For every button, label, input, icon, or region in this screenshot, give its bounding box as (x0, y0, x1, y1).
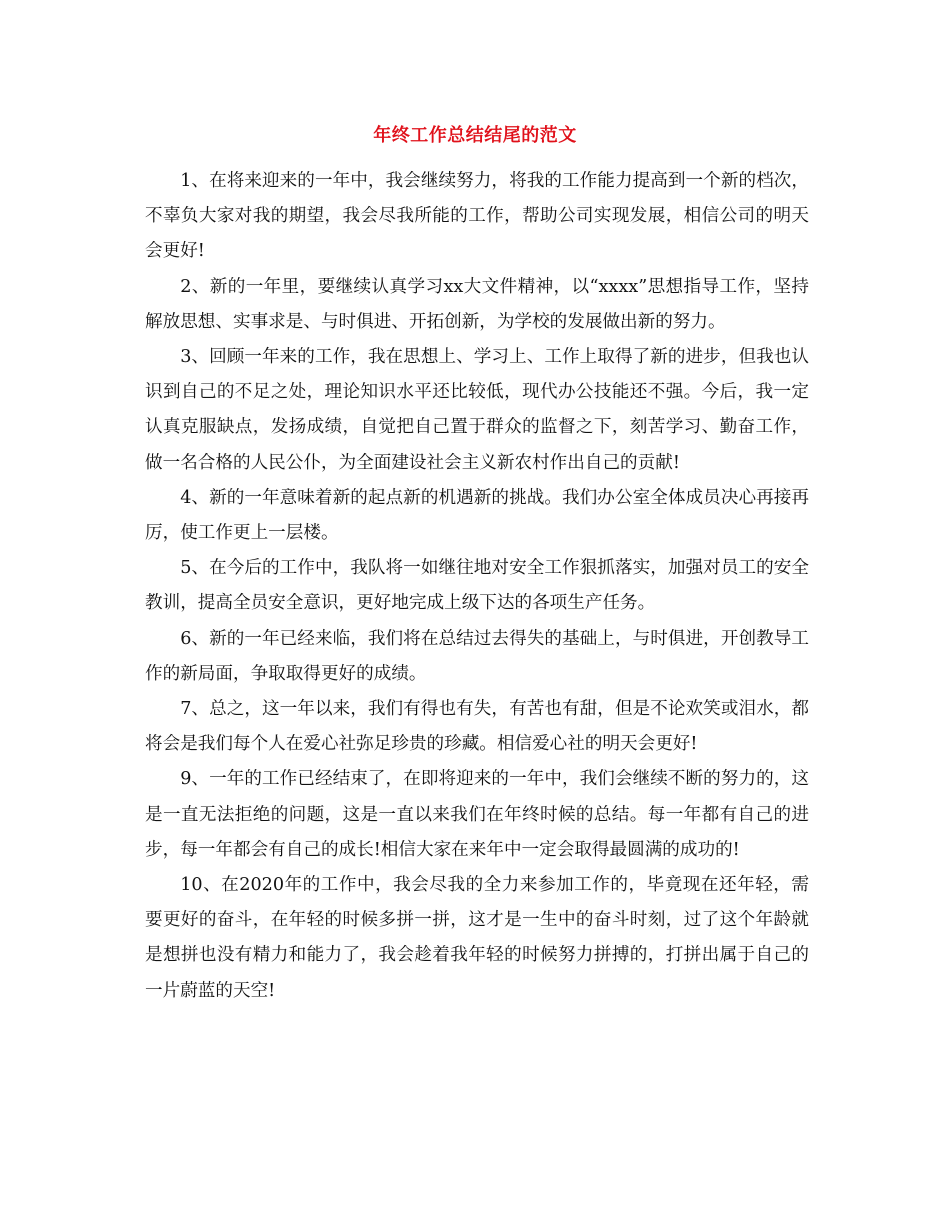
paragraph-7: 7、总之，这一年以来，我们有得也有失，有苦也有甜，但是不论欢笑或泪水，都将会是我们每个人在爱心社弥足珍贵的珍藏。相信爱心社的明天会更好! (145, 699, 809, 755)
paragraph-2: 2、新的一年里，要继续认真学习xx大文件精神，以“xxxx”思想指导工作，坚持解放思想、实事求是、与时俱进、开拓创新，为学校的发展做出新的努力。 (145, 276, 809, 332)
document-title: 年终工作总结结尾的范文 (373, 125, 577, 146)
paragraph-3: 3、回顾一年来的工作，我在思想上、学习上、工作上取得了新的进步，但我也认识到自己的不足之处，理论知识水平还比较低，现代办公技能还不强。今后，我一定认真克服缺点，发扬成绩，自觉把自己置于群众的监督之下，刻苦学习、勤奋工作，做一名合格的人民公仆，为全面建设社会主义新农村作出自己的贡献! (145, 347, 809, 473)
paragraph-6: 6、新的一年已经来临，我们将在总结过去得失的基础上，与时俱进，开创教导工作的新局面，争取取得更好的成绩。 (145, 628, 809, 684)
paragraph-9: 9、一年的工作已经结束了，在即将迎来的一年中，我们会继续不断的努力的，这是一直无法拒绝的问题，这是一直以来我们在年终时候的总结。每一年都有自己的进步，每一年都会有自己的成长!相信大家在来年中一定会取得最圆满的成功的! (145, 769, 809, 860)
document-body (145, 164, 809, 1009)
paragraph-10: 10、在2020年的工作中，我会尽我的全力来参加工作的，毕竟现在还年轻，需要更好的奋斗，在年轻的时候多拼一拼，这才是一生中的奋斗时刻，过了这个年龄就是想拼也没有精力和能力了，我会趁着我年轻的时候努力拼搏的，打拼出属于自己的一片蔚蓝的天空! (145, 875, 809, 1001)
paragraph-4: 4、新的一年意味着新的起点新的机遇新的挑战。我们办公室全体成员决心再接再厉，使工作更上一层楼。 (145, 487, 809, 544)
paragraph-1: 1、在将来迎来的一年中，我会继续努力，将我的工作能力提高到一个新的档次，不辜负大家对我的期望，我会尽我所能的工作，帮助公司实现发展，相信公司的明天会更好! (145, 171, 809, 262)
paragraph-5: 5、在今后的工作中，我队将一如继往地对安全工作狠抓落实，加强对员工的安全教训，提高全员安全意识，更好地完成上级下达的各项生产任务。 (145, 558, 809, 614)
